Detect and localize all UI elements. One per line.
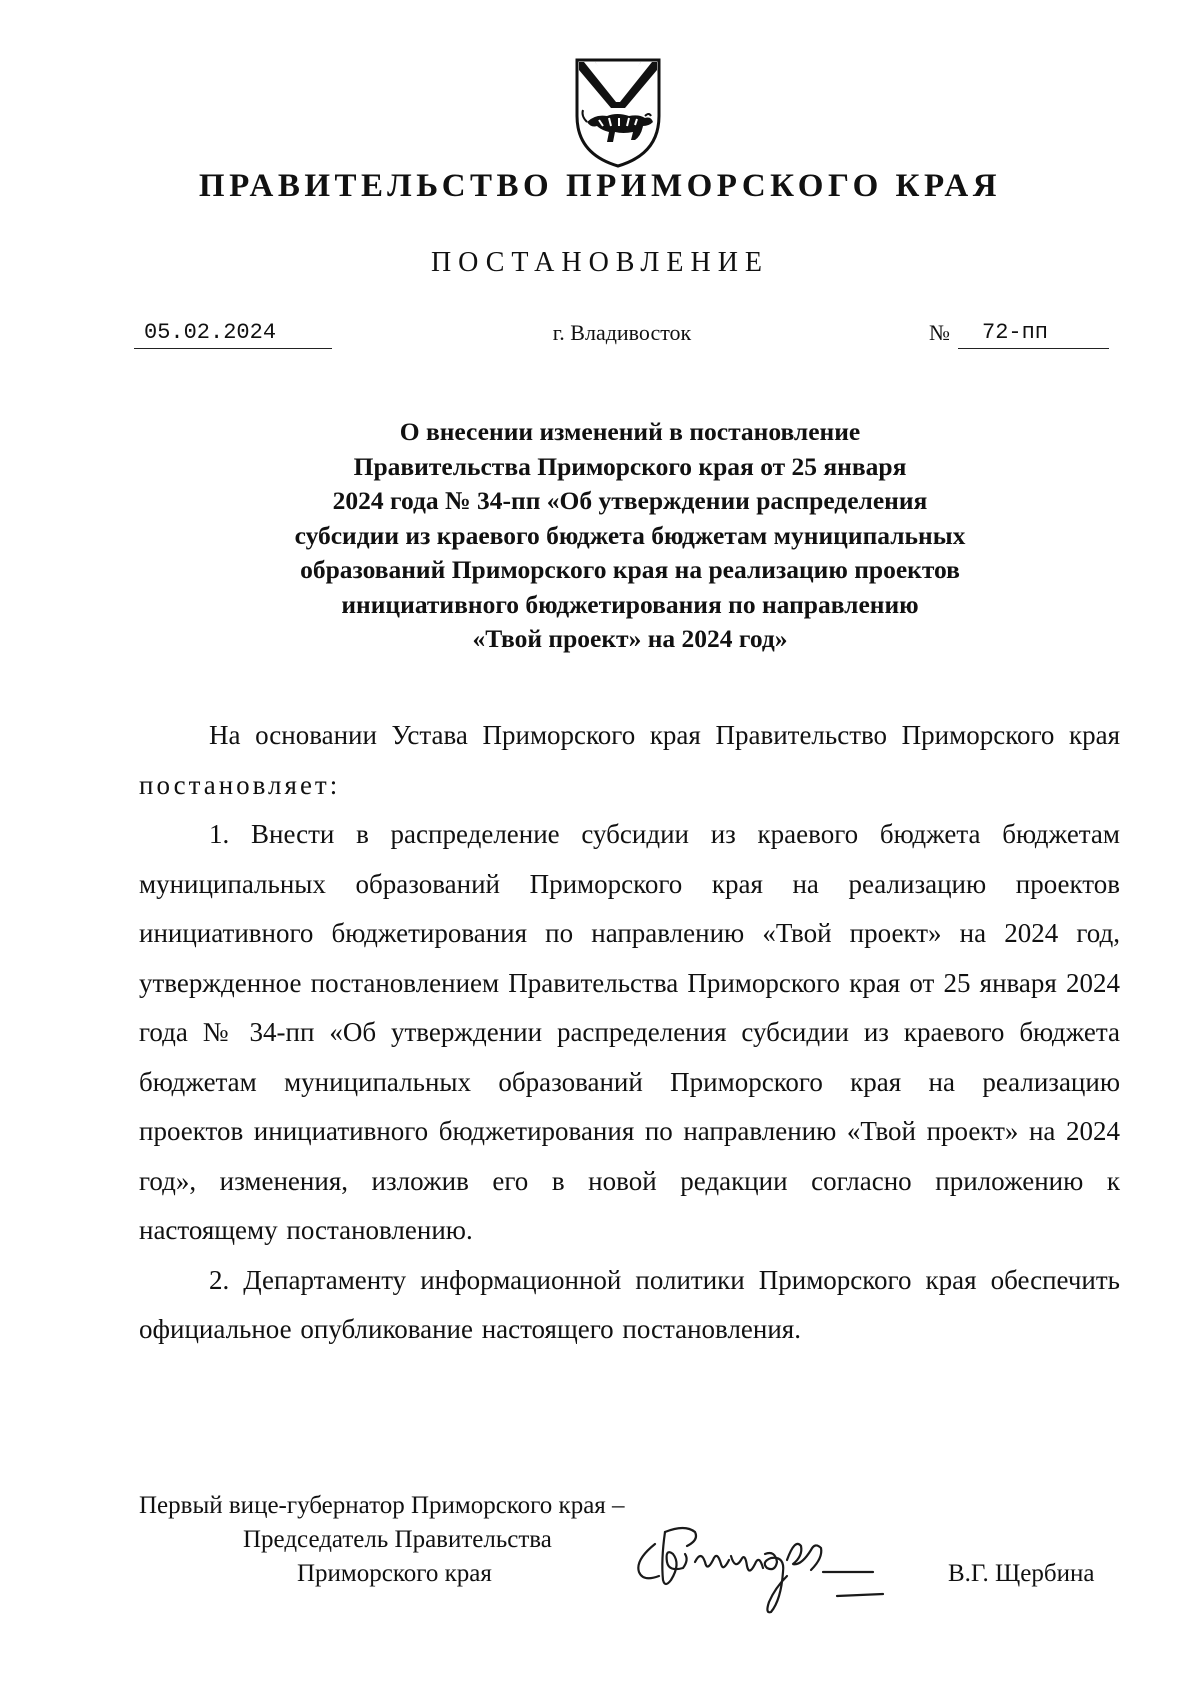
document-city: г. Владивосток [552,320,692,345]
item-2-paragraph: 2. Департаменту информационной политики Приморского края обеспечить официальное опубликование настоящего постановления. [139,1264,1120,1344]
document-number: 72-пп [958,320,1109,349]
heading-line: Правительства Приморского края от 25 января [353,451,907,481]
document-type: ПОСТАНОВЛЕНИЕ [430,247,770,278]
heading-line: «Твой проект» на 2024 год» [472,624,788,653]
item-1-paragraph: 1. Внести в распределение субсидии из краевого бюджета бюджетам муниципальных образований Приморского края на реализацию проектов инициативного бюджетирования по направлению «Твой проект» на 2024 год, утвержденное постановлением Правительства Приморского края от 25 января 2024 года № 34-пп «Об утверждении распределения субсидии из краевого бюджета бюджетам муниципальных образований Приморского края на реализацию проектов инициативного бюджетирования по направлению «Твой проект» на 2024 год», изменения, изложив его в новой редакции согласно приложению к настоящему постановлению. [139,819,1120,1245]
preamble-paragraph [139,711,1120,810]
number-sign: № [929,320,950,345]
heading-line: О внесении изменений в постановление [399,417,861,446]
preamble-text: На основании Устава Приморского края Правительство Приморского края [209,720,1120,750]
heading-line: образований Приморского края на реализацию проектов [300,555,960,584]
heading-line: инициативного бюджетирования по направлению [341,589,919,619]
coat-of-arms-tiger-icon [573,56,663,170]
signatory-position-line-1: Первый вице-губернатор Приморского края – [139,1492,625,1519]
handwritten-signature [625,1510,945,1620]
heading-line: 2024 года № 34-пп «Об утверждении распределения [332,486,928,515]
government-title: ПРАВИТЕЛЬСТВО ПРИМОРСКОГО КРАЯ [198,168,1002,204]
document-date: 05.02.2024 [134,320,332,349]
signatory-position-line-2: Председатель Правительства [243,1526,552,1553]
signatory-position-line-3: Приморского края [297,1560,492,1587]
document-body [139,711,1120,1355]
signer-name: В.Г. Щербина [948,1560,1095,1587]
document-heading [180,415,1080,657]
preamble-action: постановляет: [139,769,341,800]
heading-line: субсидии из краевого бюджета бюджетам муниципальных [294,520,966,550]
